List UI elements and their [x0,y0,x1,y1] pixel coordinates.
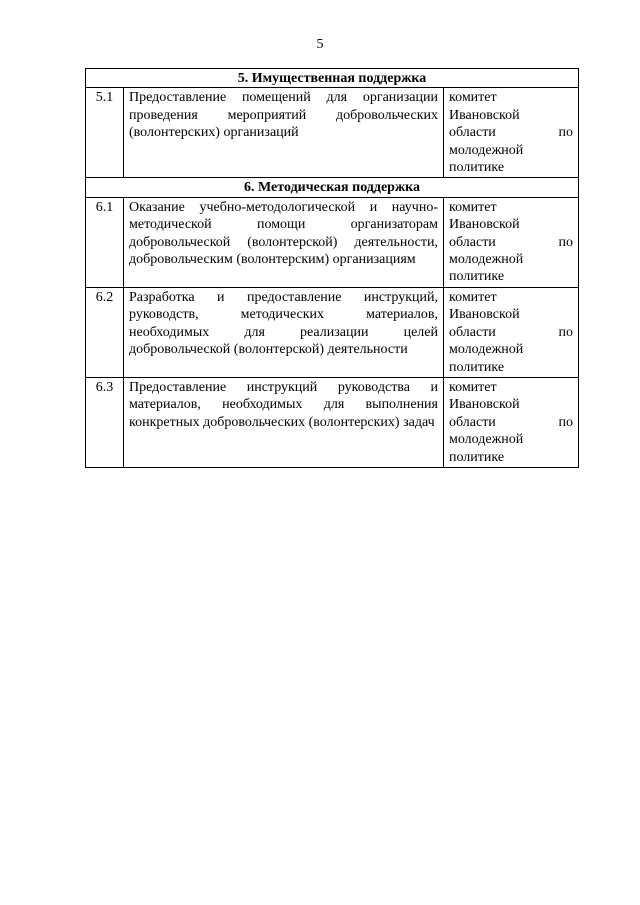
responsible-line: Ивановской [449,107,520,123]
row-description: Оказание учебно-методологической и научно-методической помощи организаторам добровольческой (волонтерской) деятельности, добровольческим (волонтерским) организациям [124,197,444,287]
row-number: 6.1 [86,197,124,287]
responsible-word: области [449,125,496,141]
row-description: Разработка и предоставление инструкций, руководств, методических материалов, необходимых для реализации целей добровольческой (волонтерской) деятельности [124,287,444,377]
responsible-line: комитет [449,199,497,215]
responsible-word: области [449,324,496,340]
table-row [86,377,579,467]
responsible-line: политике [449,449,505,465]
responsible-line: молодежной [449,252,524,268]
table-row [86,287,579,377]
section-header-row [86,69,579,88]
responsible-line: комитет [449,289,497,305]
measures-table [85,68,579,468]
responsible-line: Ивановской [449,217,520,233]
responsible-line: молодежной [449,142,524,158]
page-number: 5 [316,37,324,52]
responsible-line: молодежной [449,432,524,448]
table-row [86,88,579,178]
responsible-word: по [558,125,574,141]
responsible-word: области [449,234,496,250]
responsible-word: по [558,234,574,250]
responsible-line [449,414,573,431]
responsible-word: области [449,414,496,430]
row-number: 5.1 [86,88,124,178]
section-header-row [86,178,579,197]
responsible-line: Ивановской [449,307,520,323]
responsible-line: политике [449,160,505,176]
responsible-word: по [558,324,574,340]
row-description: Предоставление помещений для организации проведения мероприятий добровольческих (волонтерских) организаций [124,88,444,178]
responsible-word: по [558,414,574,430]
section-title: 5. Имущественная поддержка [86,69,579,88]
responsible-line: Ивановской [449,397,520,413]
responsible-line: политике [449,359,505,375]
responsible-line [449,124,573,141]
section-title: 6. Методическая поддержка [86,178,579,197]
responsible-line: политике [449,269,505,285]
row-responsible [444,287,579,377]
responsible-line: молодежной [449,342,524,358]
row-number: 6.3 [86,377,124,467]
responsible-line: комитет [449,90,497,106]
row-description: Предоставление инструкций руководства и материалов, необходимых для выполнения конкретных добровольческих (волонтерских) задач [124,377,444,467]
responsible-line: комитет [449,379,497,395]
row-responsible [444,88,579,178]
row-responsible [444,197,579,287]
row-number: 6.2 [86,287,124,377]
responsible-line [449,234,573,251]
table-row [86,197,579,287]
row-responsible [444,377,579,467]
responsible-line [449,324,573,341]
